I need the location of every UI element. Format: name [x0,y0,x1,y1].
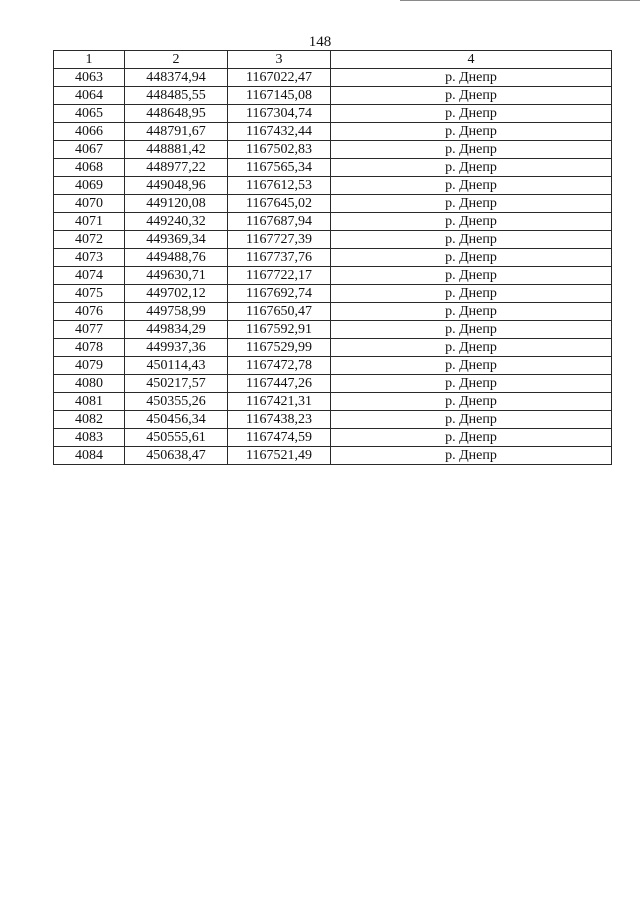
x-coordinate-cell: 449630,71 [125,267,228,285]
y-coordinate-cell: 1167421,31 [228,393,331,411]
y-coordinate-cell: 1167472,78 [228,357,331,375]
point-number-cell: 4075 [54,285,125,303]
description-cell: р. Днепр [331,375,612,393]
table-row [54,375,612,393]
point-number-cell: 4063 [54,69,125,87]
x-coordinate-cell: 450638,47 [125,447,228,465]
y-coordinate-cell: 1167592,91 [228,321,331,339]
table-row [54,429,612,447]
description-cell: р. Днепр [331,411,612,429]
x-coordinate-cell: 449120,08 [125,195,228,213]
table-row [54,303,612,321]
point-number-cell: 4068 [54,159,125,177]
table-row [54,213,612,231]
table-row [54,69,612,87]
table-row [54,267,612,285]
table-row [54,141,612,159]
y-coordinate-cell: 1167502,83 [228,141,331,159]
table-row [54,411,612,429]
point-number-cell: 4072 [54,231,125,249]
y-coordinate-cell: 1167565,34 [228,159,331,177]
table-row [54,447,612,465]
point-number-cell: 4082 [54,411,125,429]
point-number-cell: 4070 [54,195,125,213]
y-coordinate-cell: 1167645,02 [228,195,331,213]
point-number-cell: 4083 [54,429,125,447]
y-coordinate-cell: 1167722,17 [228,267,331,285]
point-number-cell: 4081 [54,393,125,411]
table-row [54,177,612,195]
description-cell: р. Днепр [331,105,612,123]
point-number-cell: 4067 [54,141,125,159]
description-cell: р. Днепр [331,123,612,141]
table-row [54,339,612,357]
y-coordinate-cell: 1167304,74 [228,105,331,123]
table-row [54,357,612,375]
table-row [54,195,612,213]
x-coordinate-cell: 449488,76 [125,249,228,267]
x-coordinate-cell: 450217,57 [125,375,228,393]
x-coordinate-cell: 448374,94 [125,69,228,87]
description-cell: р. Днепр [331,303,612,321]
x-coordinate-cell: 449834,29 [125,321,228,339]
y-coordinate-cell: 1167145,08 [228,87,331,105]
description-cell: р. Днепр [331,69,612,87]
point-number-cell: 4076 [54,303,125,321]
description-cell: р. Днепр [331,429,612,447]
x-coordinate-cell: 448977,22 [125,159,228,177]
table-row [54,87,612,105]
y-coordinate-cell: 1167474,59 [228,429,331,447]
x-coordinate-cell: 450355,26 [125,393,228,411]
x-coordinate-cell: 449048,96 [125,177,228,195]
y-coordinate-cell: 1167432,44 [228,123,331,141]
y-coordinate-cell: 1167687,94 [228,213,331,231]
point-number-cell: 4069 [54,177,125,195]
y-coordinate-cell: 1167692,74 [228,285,331,303]
column-header-1: 1 [54,51,125,69]
description-cell: р. Днепр [331,339,612,357]
table-row [54,249,612,267]
column-header-3: 3 [228,51,331,69]
table-row [54,231,612,249]
point-number-cell: 4071 [54,213,125,231]
table-row [54,393,612,411]
point-number-cell: 4079 [54,357,125,375]
table-row [54,123,612,141]
description-cell: р. Днепр [331,447,612,465]
y-coordinate-cell: 1167447,26 [228,375,331,393]
page-number: 148 [308,34,332,50]
point-number-cell: 4066 [54,123,125,141]
description-cell: р. Днепр [331,87,612,105]
y-coordinate-cell: 1167650,47 [228,303,331,321]
x-coordinate-cell: 448648,95 [125,105,228,123]
y-coordinate-cell: 1167727,39 [228,231,331,249]
table-row [54,285,612,303]
x-coordinate-cell: 448881,42 [125,141,228,159]
description-cell: р. Днепр [331,195,612,213]
x-coordinate-cell: 450555,61 [125,429,228,447]
point-number-cell: 4084 [54,447,125,465]
point-number-cell: 4080 [54,375,125,393]
x-coordinate-cell: 449937,36 [125,339,228,357]
table-row [54,159,612,177]
point-number-cell: 4074 [54,267,125,285]
description-cell: р. Днепр [331,213,612,231]
point-number-cell: 4077 [54,321,125,339]
point-number-cell: 4078 [54,339,125,357]
point-number-cell: 4065 [54,105,125,123]
y-coordinate-cell: 1167529,99 [228,339,331,357]
column-header-4: 4 [331,51,612,69]
table-row [54,321,612,339]
description-cell: р. Днепр [331,249,612,267]
y-coordinate-cell: 1167612,53 [228,177,331,195]
x-coordinate-cell: 449702,12 [125,285,228,303]
description-cell: р. Днепр [331,357,612,375]
description-cell: р. Днепр [331,285,612,303]
x-coordinate-cell: 449369,34 [125,231,228,249]
description-cell: р. Днепр [331,159,612,177]
description-cell: р. Днепр [331,393,612,411]
point-number-cell: 4073 [54,249,125,267]
x-coordinate-cell: 450114,43 [125,357,228,375]
y-coordinate-cell: 1167521,49 [228,447,331,465]
description-cell: р. Днепр [331,141,612,159]
x-coordinate-cell: 450456,34 [125,411,228,429]
description-cell: р. Днепр [331,177,612,195]
point-number-cell: 4064 [54,87,125,105]
y-coordinate-cell: 1167022,47 [228,69,331,87]
y-coordinate-cell: 1167737,76 [228,249,331,267]
table-header-row [54,51,612,69]
y-coordinate-cell: 1167438,23 [228,411,331,429]
coordinates-table [53,50,612,465]
x-coordinate-cell: 449240,32 [125,213,228,231]
x-coordinate-cell: 448485,55 [125,87,228,105]
description-cell: р. Днепр [331,231,612,249]
x-coordinate-cell: 449758,99 [125,303,228,321]
table-row [54,105,612,123]
description-cell: р. Днепр [331,321,612,339]
page-edge-line [400,0,640,1]
description-cell: р. Днепр [331,267,612,285]
x-coordinate-cell: 448791,67 [125,123,228,141]
column-header-2: 2 [125,51,228,69]
table-body [54,69,612,465]
